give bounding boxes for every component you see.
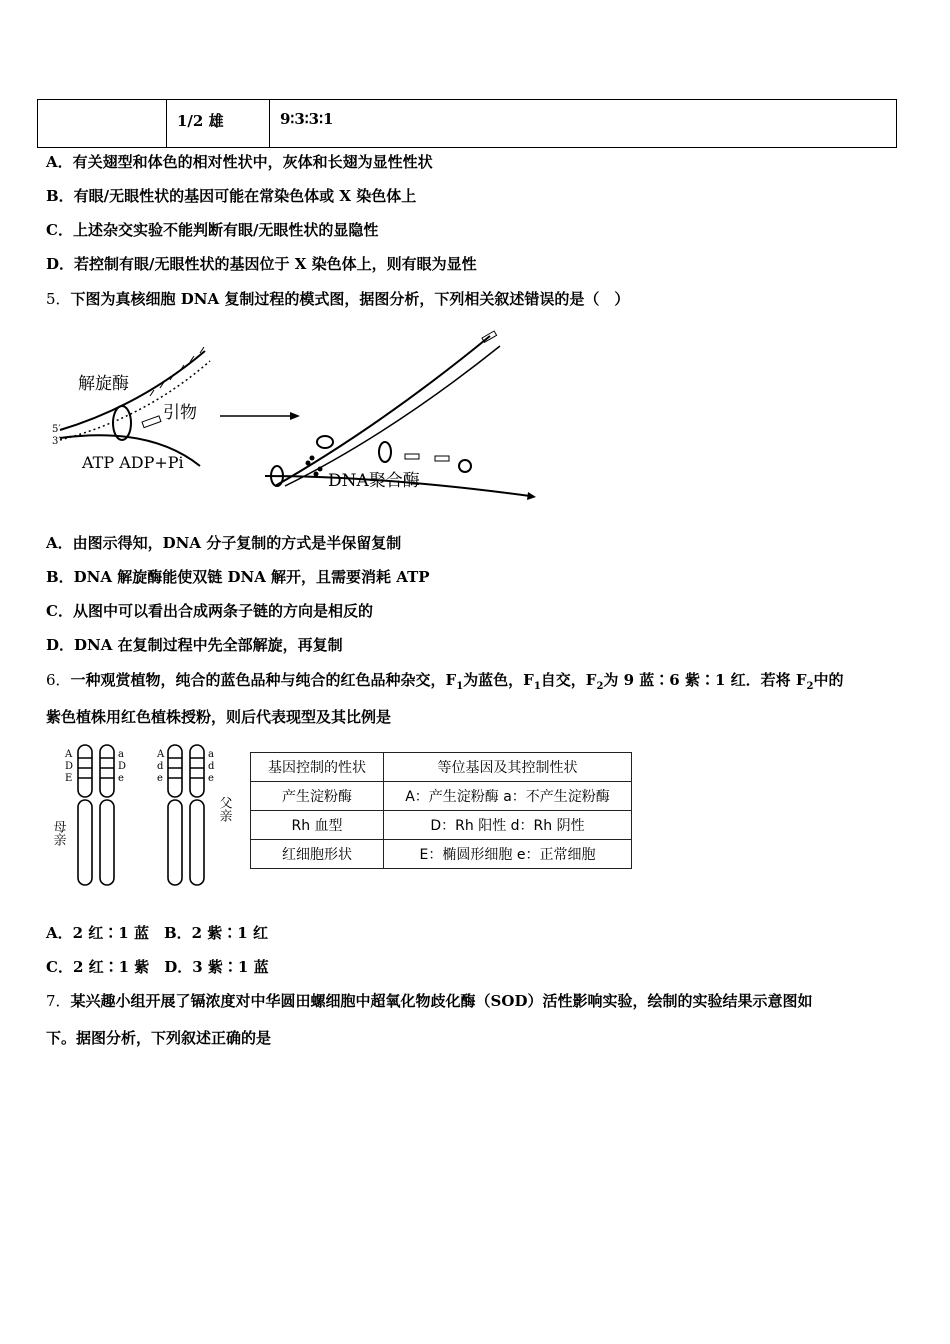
top-table: [37, 99, 897, 148]
q4-option-a: A．有关翅型和体色的相对性状中，灰体和长翅为显性性状: [46, 153, 433, 171]
dna-replication-figure: [50, 326, 550, 506]
m-right-gene-2: D: [118, 761, 127, 772]
q5-option-d: D．DNA 在复制过程中先全部解旋，再复制: [46, 636, 343, 654]
q6-sub1: 1: [456, 681, 464, 692]
q5-option-c: C．从图中可以看出合成两条子链的方向是相反的: [46, 602, 373, 620]
q6-text-c: 自交，F: [540, 671, 597, 689]
f-left-gene-2: d: [157, 761, 164, 772]
q7-stem-line1: [46, 990, 812, 1011]
q6-text-e: 中的: [813, 671, 844, 689]
q5-stem: [46, 288, 629, 309]
table-row: [251, 782, 632, 811]
primer-label: 引物: [163, 403, 197, 423]
table-cell: D：Rh 阳性 d：Rh 阴性: [384, 811, 632, 840]
chromosome-figure: [50, 740, 244, 892]
q5-option-a: A．由图示得知，DNA 分子复制的方式是半保留复制: [46, 534, 402, 552]
q6-number: 6．: [46, 671, 71, 689]
q7-number: 7．: [46, 992, 71, 1010]
q7-stem-line2: 下。据图分析，下列叙述正确的是: [46, 1029, 272, 1047]
m-left-gene-2: D: [65, 761, 74, 772]
q7-text-line1: 某兴趣小组开展了镉浓度对中华圆田螺细胞中超氧化物歧化酶（SOD）活性影响实验，绘制的实验结果示意图如: [70, 992, 813, 1010]
father-label: 父亲: [216, 796, 232, 822]
top-table-cell-3: 9∶3∶3∶1: [270, 100, 897, 148]
table-cell: 红细胞形状: [251, 840, 384, 869]
q5-option-b: B．DNA 解旋酶能使双链 DNA 解开，且需要消耗 ATP: [46, 568, 430, 586]
five-prime-label: 5′: [52, 424, 61, 435]
top-table-cell-2: 1/2 雄: [167, 100, 270, 148]
q6-options-line2: C．2 红∶1 紫 D．3 紫∶1 蓝: [46, 958, 269, 976]
table-cell: A：产生淀粉酶 a：不产生淀粉酶: [384, 782, 632, 811]
table-row: [251, 753, 632, 782]
q6-sub2: 2: [596, 681, 604, 692]
table-cell: E：椭圆形细胞 e：正常细胞: [384, 840, 632, 869]
f-left-gene-3: e: [157, 773, 163, 784]
m-right-gene-3: e: [118, 773, 124, 784]
helicase-label: 解旋酶: [78, 374, 129, 394]
q4-option-d: D．若控制有眼/无眼性状的基因位于 X 染色体上，则有眼为显性: [46, 255, 477, 273]
q5-number: 5．: [46, 290, 71, 308]
q6-text-b: 为蓝色，F: [463, 671, 534, 689]
q5-stem-text: 下图为真核细胞 DNA 复制过程的模式图，据图分析，下列相关叙述错误的是（ ）: [70, 290, 630, 308]
m-left-gene-1: A: [65, 749, 73, 760]
table-row: [251, 840, 632, 869]
f-right-gene-3: e: [208, 773, 214, 784]
mother-label: 母亲: [50, 820, 66, 846]
q6-sub1b: 1: [533, 681, 541, 692]
top-table-cell-1: [38, 100, 167, 148]
q6-sub2b: 2: [806, 681, 814, 692]
table-row: [251, 811, 632, 840]
atp-label: ATP ADP+Pi: [82, 453, 184, 472]
q6-stem-line2: 紫色植株用红色植株授粉，则后代表现型及其比例是: [46, 708, 392, 726]
f-right-gene-2: d: [208, 761, 215, 772]
q4-option-c: C．上述杂交实验不能判断有眼/无眼性状的显隐性: [46, 221, 379, 239]
q6-stem-line1: [46, 669, 843, 692]
f-right-gene-1: a: [208, 749, 214, 760]
q6-text-d: 为 9 蓝∶6 紫∶1 红．若将 F: [603, 671, 807, 689]
q6-options-line1: A．2 红∶1 蓝 B．2 紫∶1 红: [46, 924, 268, 942]
table-header-alleles: 等位基因及其控制性状: [384, 753, 632, 782]
table-header-trait: 基因控制的性状: [251, 753, 384, 782]
three-prime-label: 3′: [52, 436, 61, 447]
gene-trait-table: [250, 752, 632, 869]
table-cell: 产生淀粉酶: [251, 782, 384, 811]
dna-polymerase-label: DNA聚合酶: [328, 471, 420, 491]
m-left-gene-3: E: [65, 773, 73, 784]
table-cell: Rh 血型: [251, 811, 384, 840]
m-right-gene-1: a: [118, 749, 124, 760]
f-left-gene-1: A: [157, 749, 165, 760]
q6-text-a: 一种观赏植物，纯合的蓝色品种与纯合的红色品种杂交，F: [70, 671, 457, 689]
q4-option-b: B．有眼/无眼性状的基因可能在常染色体或 X 染色体上: [46, 187, 417, 205]
